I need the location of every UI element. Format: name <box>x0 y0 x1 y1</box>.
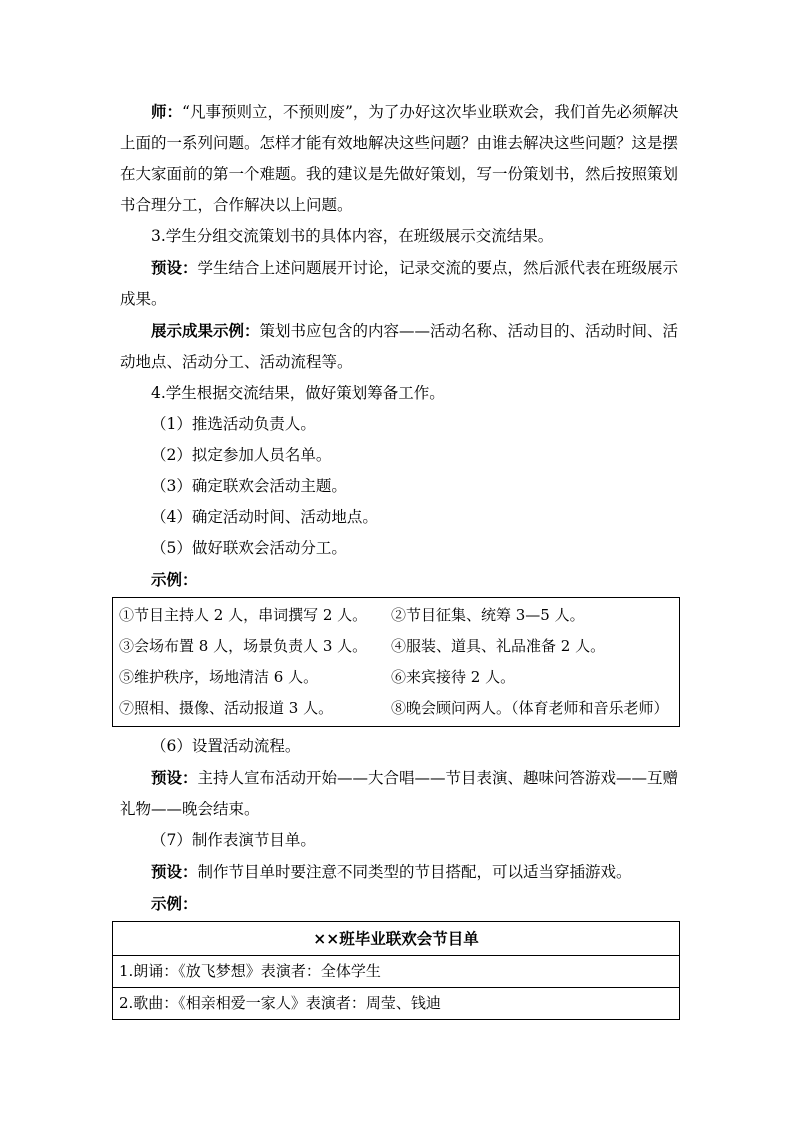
program-box <box>112 921 680 1020</box>
program-item: 1.朗诵：《放飞梦想》表演者：全体学生 <box>119 962 381 980</box>
division-cell: ②节目征集、统筹 3—5 人。 <box>391 606 585 624</box>
showcase-label: 展示成果示例： <box>151 321 260 340</box>
list-item-7: （7）制作表演节目单。 <box>151 831 316 849</box>
division-cell: ④服装、道具、礼品准备 2 人。 <box>391 637 606 655</box>
division-grid <box>113 598 679 726</box>
step-4: 4.学生根据交流结果，做好策划筹备工作。 <box>151 384 445 402</box>
document-body <box>120 96 682 1024</box>
step-3: 3.学生分组交流策划书的具体内容，在班级展示交流结果。 <box>151 227 554 245</box>
division-row <box>119 600 673 631</box>
teacher-label: 师： <box>151 102 183 121</box>
showcase-text: 策划书应包含的内容——活动名称、活动目的、活动时间、活动地点、活动分工、活动流程等。 <box>120 322 679 371</box>
division-cell: ⑥来宾接待 2 人。 <box>391 668 516 686</box>
list-item-5: （5）做好联欢会活动分工。 <box>151 539 347 557</box>
list-item-3: （3）确定联欢会活动主题。 <box>151 477 347 495</box>
preset-paragraph-1 <box>120 252 682 315</box>
list-item-6: （6）设置活动流程。 <box>151 737 301 755</box>
preset-text: 制作节目单时要注意不同类型的节目搭配，可以适当穿插游戏。 <box>197 863 632 881</box>
preset-text: 主持人宣布活动开始——大合唱——节目表演、趣味问答游戏——互赠礼物——晚会结束。 <box>120 769 679 818</box>
division-cell: ⑧晚会顾问两人。（体育老师和音乐老师） <box>391 699 669 717</box>
preset-paragraph-2 <box>120 762 682 825</box>
program-title: ××班毕业联欢会节目单 <box>113 922 679 956</box>
preset-label: 预设： <box>151 862 198 881</box>
example-label-2: 示例： <box>151 894 198 913</box>
example-label-1: 示例： <box>151 570 198 589</box>
division-box <box>112 597 680 727</box>
showcase-paragraph <box>120 315 682 378</box>
division-cell: ⑤维护秩序，场地清洁 6 人。 <box>119 668 319 686</box>
list-item-1: （1）推选活动负责人。 <box>151 415 316 433</box>
division-row <box>119 631 673 662</box>
teacher-text: “凡事预则立，不预则废”，为了办好这次毕业联欢会，我们首先必须解决上面的一系列问题。怎样才能有效地解决这些问题？由谁去解决这些问题？这是摆在大家面前的第一个难题。我的建议是先做好策划，写一份策划书，然后按照策划书合理分工，合作解决以上问题。 <box>120 103 679 214</box>
program-item: 2.歌曲：《相亲相爱一家人》表演者：周莹、钱迪 <box>113 987 679 1019</box>
teacher-paragraph <box>120 96 682 221</box>
division-cell: ③会场布置 8 人，场景负责人 3 人。 <box>119 637 368 655</box>
preset-label: 预设： <box>151 258 198 277</box>
list-item-2: （2）拟定参加人员名单。 <box>151 446 332 464</box>
preset-text: 学生结合上述问题展开讨论，记录交流的要点，然后派代表在班级展示成果。 <box>120 259 679 308</box>
preset-paragraph-3 <box>120 856 682 888</box>
division-cell: ①节目主持人 2 人，串词撰写 2 人。 <box>119 606 368 624</box>
preset-label: 预设： <box>151 768 198 787</box>
division-row <box>119 693 673 724</box>
division-cell: ⑦照相、摄像、活动报道 3 人。 <box>119 699 334 717</box>
list-item-4: （4）确定活动时间、活动地点。 <box>151 508 378 526</box>
division-row <box>119 662 673 693</box>
